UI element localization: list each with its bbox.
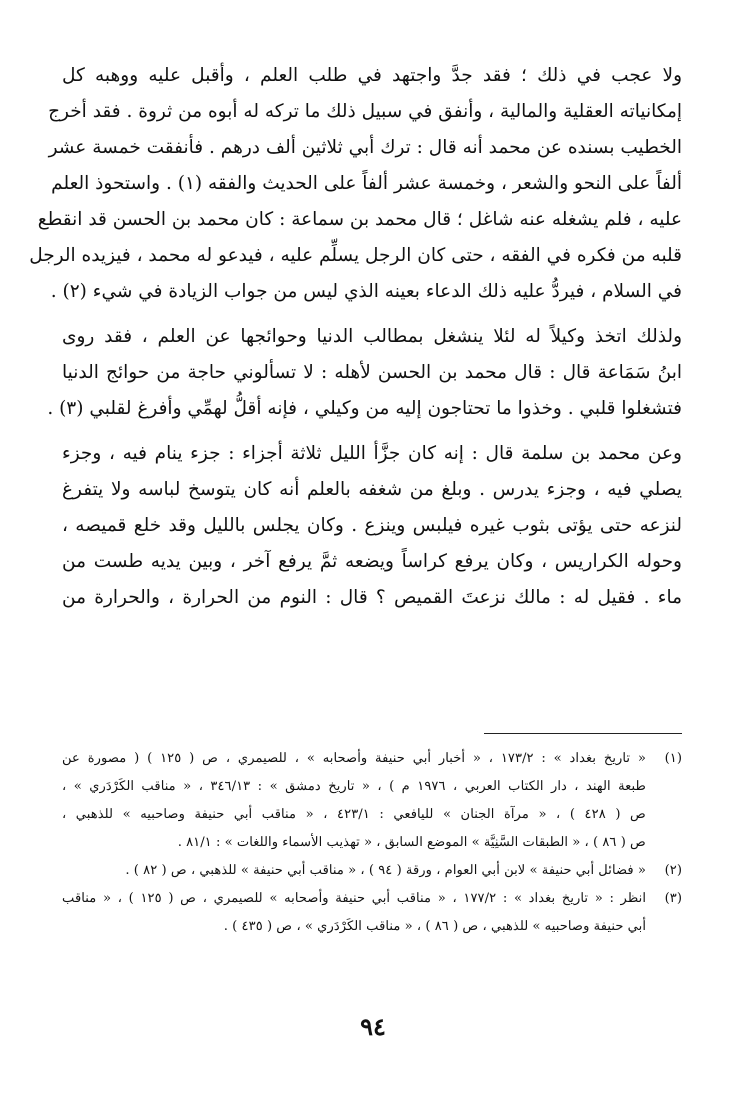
text-line: ماء . فقيل له : مالك نزعتَ القميص ؟ قال : النوم من الحرارة ، والحرارة من — [62, 587, 682, 608]
footnote-line: ص ( ٨٦ ) ، « الطبقات السَّنِيَّة » الموضع السابق ، « تهذيب الأسماء واللغات » : ٨١/١ . — [177, 835, 646, 850]
footnote-line: طبعة الهند ، دار الكتاب العربي ، ١٩٧٦ م ) ، « تاريخ دمشق » : ٣٤٦/١٣ ، « مناقب الكَرْدَري » ، — [62, 779, 647, 794]
text-line: فتشغلوا قلبي . وخذوا ما تحتاجون إليه من وكيلي ، فإنه أقلُّ لهمِّي وأفرغ لقلبي (٣) . — [47, 398, 682, 419]
footnote-text — [62, 857, 646, 885]
text-line: لنزعه حتى يؤتى بثوب غيره فيلبس وينزع . وكان يجلس بالليل وقد خلع قميصه ، — [62, 515, 682, 536]
footnote-line: أبي حنيفة وصاحبيه » للذهبي ، ص ( ٨٦ ) ، « مناقب الكَرْدَري » ، ص ( ٤٣٥ ) . — [223, 919, 646, 934]
paragraph-2 — [47, 319, 682, 427]
text-line: في السلام ، فيردُّ عليه ذلك الدعاء بعينه الذي ليس من جواب الزيادة في شيء (٢) . — [50, 281, 682, 302]
footnote-divider — [484, 733, 682, 734]
text-line: قلبه من فكره في الفقه ، حتى كان الرجل يسلِّم عليه ، فيدعو له محمد ، فيزيده الرجل — [29, 245, 682, 266]
text-line: ولذلك اتخذ وكيلاً له لئلا ينشغل بمطالب الدنيا وحوائجها عن العلم ، فقد روى — [62, 326, 682, 347]
text-line: وعن محمد بن سلمة قال : إنه كان جزَّأ الليل ثلاثة أجزاء : جزء ينام فيه ، وجزء — [62, 443, 682, 464]
page-number: ٩٤ — [360, 1012, 386, 1041]
paragraph-1 — [29, 58, 682, 310]
footnote-text — [62, 885, 646, 941]
text-line: وحوله الكراريس ، وكان يرفع كراساً ويضعه ثمَّ يرفع آخر ، وبين يديه طست من — [62, 551, 682, 572]
text-line: عليه ، فلم يشغله عنه شاغل ؛ قال محمد بن سماعة : كان محمد بن الحسن قد انقطع — [37, 209, 682, 230]
text-line: ألفاً على النحو والشعر ، وخمسة عشر ألفاً على الحديث والفقه (١) . واستحوذ العلم — [51, 173, 682, 194]
footnote-1 — [62, 745, 682, 857]
footnote-text — [62, 745, 646, 857]
footnote-number: (١) — [664, 751, 682, 766]
footnote-number: (٣) — [664, 891, 682, 906]
footnote-number: (٢) — [664, 863, 682, 878]
footnote-line: « تاريخ بغداد » : ١٧٣/٢ ، « أخبار أبي حنيفة وأصحابه » ، للصيمري ، ص ( ١٢٥ ) ( مصورة عن — [62, 751, 646, 766]
footnotes — [62, 745, 682, 941]
main-text — [29, 58, 682, 625]
footnote-line: انظر : « تاريخ بغداد » : ١٧٧/٢ ، « مناقب أبي حنيفة وأصحابه » للصيمري ، ص ( ١٢٥ ) ، « مناقب — [62, 891, 646, 906]
text-line: الخطيب بسنده عن محمد أنه قال : ترك أبي ثلاثين ألف درهم . فأنفقت خمسة عشر — [48, 137, 682, 158]
footnote-2 — [62, 857, 682, 885]
text-line: إمكانياته العقلية والمالية ، وأنفق في سبيل ذلك ما تركه له أبوه من ثروة . فقد أخرج — [48, 101, 682, 122]
text-line: يصلي فيه ، وجزء يدرس . وبلغ من شغفه بالعلم أنه كان يتوسخ لباسه ولا يتفرغ — [62, 479, 682, 500]
text-line: ابنُ سَمَاعة قال : قال محمد بن الحسن لأهله : لا تسألوني حاجة من حوائج الدنيا — [62, 362, 682, 383]
paragraph-3 — [62, 436, 682, 616]
text-line: ولا عجب في ذلك ؛ فقد جدَّ واجتهد في طلب العلم ، وأقبل عليه ووهبه كل — [62, 65, 682, 86]
footnote-3 — [62, 885, 682, 941]
footnote-line: « فضائل أبي حنيفة » لابن أبي العوام ، ورقة ( ٩٤ ) ، « مناقب أبي حنيفة » للذهبي ، ص ( ٨٢ ) . — [125, 863, 646, 878]
footnote-line: ص ( ٤٢٨ ) ، « مرآة الجنان » لليافعي : ٤٢٣/١ ، « مناقب أبي حنيفة وصاحبيه » للذهبي ، — [62, 807, 646, 822]
